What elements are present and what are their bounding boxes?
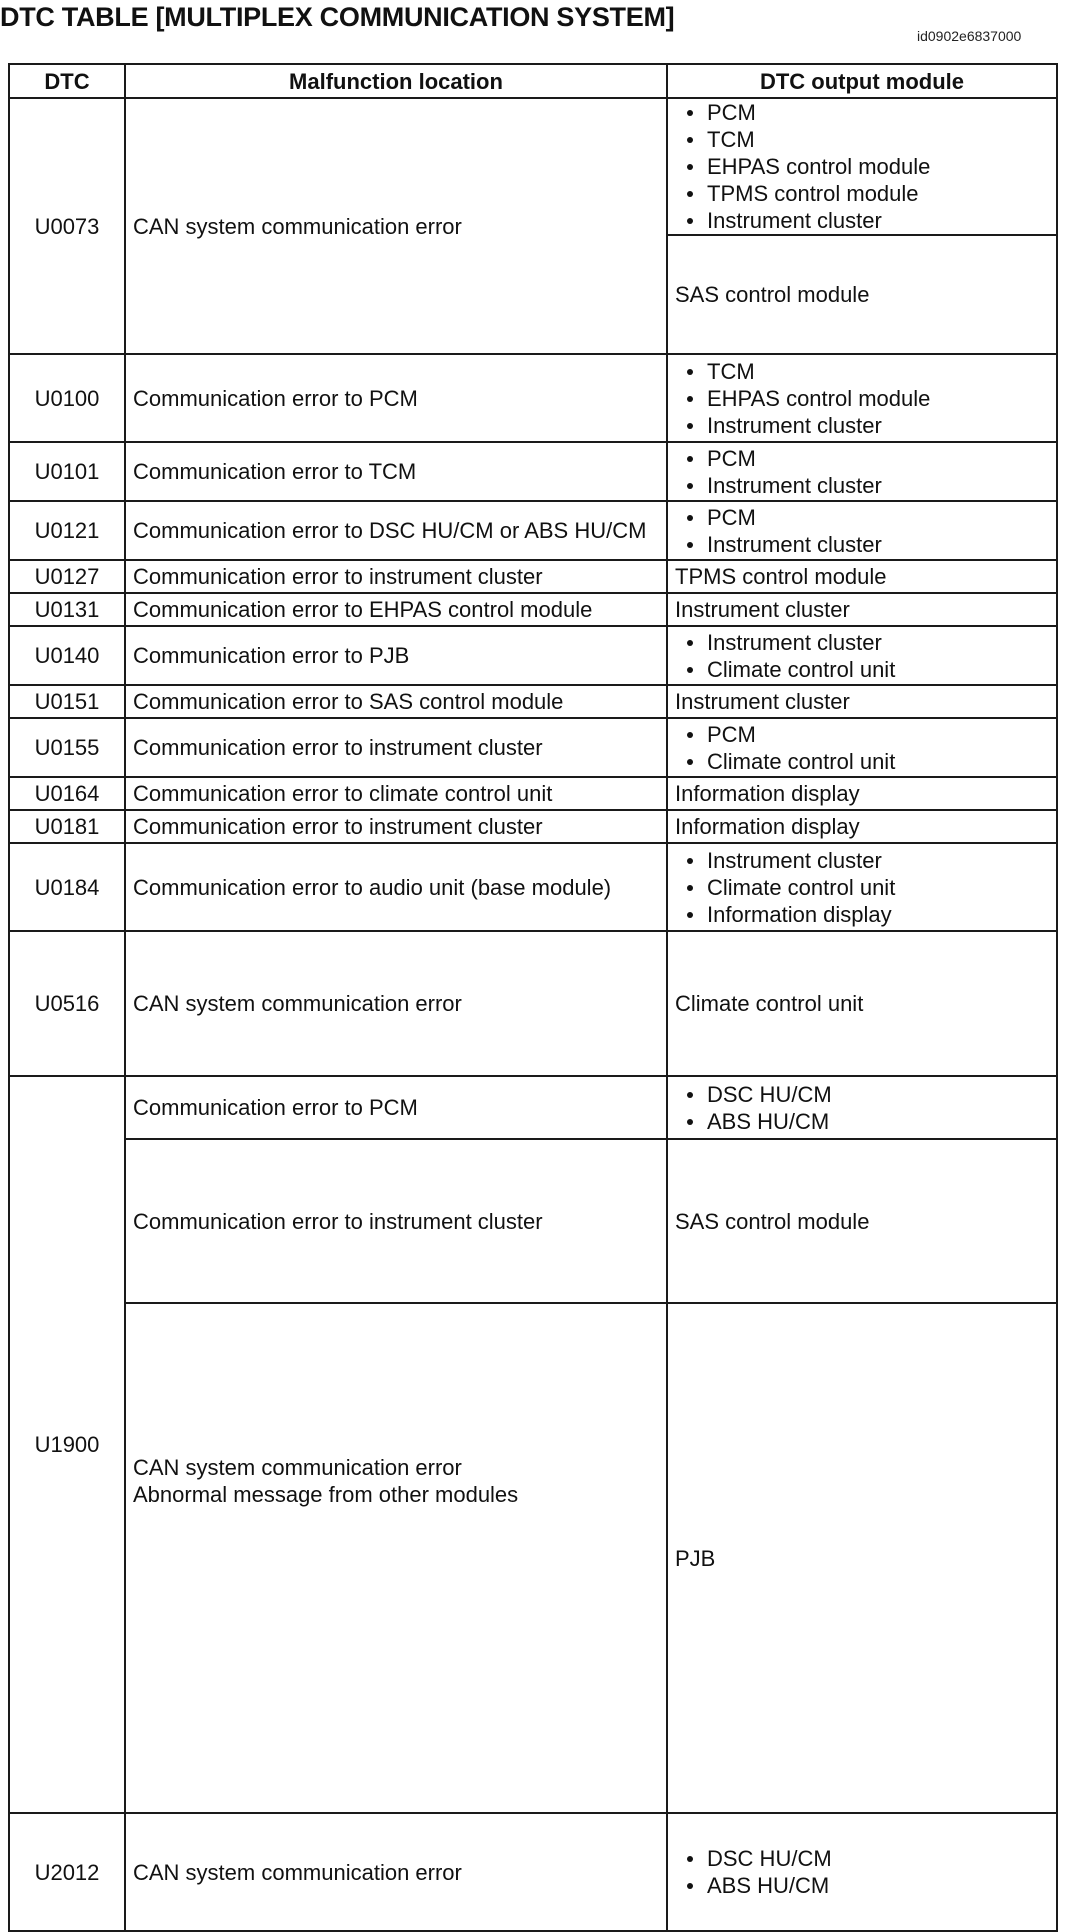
malfunction-location: Communication error to climate control unit bbox=[125, 777, 667, 810]
list-item: TPMS control module bbox=[675, 180, 1049, 207]
list-item: Instrument cluster bbox=[675, 472, 1049, 499]
list-item: TCM bbox=[675, 126, 1049, 153]
output-module: Instrument cluster bbox=[667, 685, 1057, 718]
table-row bbox=[9, 1813, 1057, 1931]
dtc-code: U0516 bbox=[9, 931, 125, 1076]
list-item: ABS HU/CM bbox=[675, 1108, 1049, 1135]
output-module: SAS control module bbox=[667, 1139, 1057, 1303]
malfunction-location: Communication error to PCM bbox=[125, 1076, 667, 1139]
list-item: ABS HU/CM bbox=[675, 1872, 1049, 1899]
dtc-code: U0155 bbox=[9, 718, 125, 777]
output-module: Climate control unit bbox=[667, 931, 1057, 1076]
malfunction-location: Communication error to SAS control module bbox=[125, 685, 667, 718]
table-row bbox=[9, 1139, 1057, 1303]
dtc-code: U0131 bbox=[9, 593, 125, 626]
output-module-list bbox=[667, 718, 1057, 777]
dtc-code: U0184 bbox=[9, 843, 125, 931]
output-module: Instrument cluster bbox=[667, 593, 1057, 626]
list-item: TCM bbox=[675, 358, 1049, 385]
output-module-list bbox=[667, 843, 1057, 931]
list-item: Instrument cluster bbox=[675, 412, 1049, 439]
table-row bbox=[9, 560, 1057, 593]
header-dtc-output-module: DTC output module bbox=[667, 64, 1057, 98]
list-item: DSC HU/CM bbox=[675, 1081, 1049, 1108]
list-item: EHPAS control module bbox=[675, 385, 1049, 412]
dtc-code: U2012 bbox=[9, 1813, 125, 1931]
table-row bbox=[9, 718, 1057, 777]
header-dtc: DTC bbox=[9, 64, 125, 98]
table-row bbox=[9, 931, 1057, 1076]
list-item: Instrument cluster bbox=[675, 629, 1049, 656]
dtc-code: U0121 bbox=[9, 501, 125, 560]
table-row bbox=[9, 626, 1057, 685]
list-item: Instrument cluster bbox=[675, 207, 1049, 234]
output-module-list bbox=[667, 354, 1057, 442]
list-item: Climate control unit bbox=[675, 748, 1049, 775]
output-module: SAS control module bbox=[667, 235, 1057, 354]
output-module-list bbox=[667, 1813, 1057, 1931]
location-line: Abnormal message from other modules bbox=[133, 1482, 519, 1507]
dtc-code: U0073 bbox=[9, 98, 125, 354]
table-row bbox=[9, 98, 1057, 235]
dtc-code: U1900 bbox=[9, 1076, 125, 1813]
table-row bbox=[9, 777, 1057, 810]
page-title: DTC TABLE [MULTIPLEX COMMUNICATION SYSTEM] bbox=[0, 2, 675, 32]
malfunction-location: Communication error to instrument cluster bbox=[125, 560, 667, 593]
list-item: Climate control unit bbox=[675, 874, 1049, 901]
output-module-list bbox=[667, 501, 1057, 560]
output-module: TPMS control module bbox=[667, 560, 1057, 593]
list-item: Instrument cluster bbox=[675, 531, 1049, 558]
malfunction-location bbox=[125, 1303, 667, 1813]
dtc-code: U0164 bbox=[9, 777, 125, 810]
malfunction-location: CAN system communication error bbox=[125, 931, 667, 1076]
malfunction-location: Communication error to DSC HU/CM or ABS HU/CM bbox=[125, 501, 667, 560]
malfunction-location: Communication error to TCM bbox=[125, 442, 667, 501]
list-item: EHPAS control module bbox=[675, 153, 1049, 180]
dtc-code: U0100 bbox=[9, 354, 125, 442]
malfunction-location: Communication error to audio unit (base module) bbox=[125, 843, 667, 931]
table-row bbox=[9, 685, 1057, 718]
dtc-code: U0127 bbox=[9, 560, 125, 593]
list-item: PCM bbox=[675, 99, 1049, 126]
malfunction-location: CAN system communication error bbox=[125, 1813, 667, 1931]
list-item: PCM bbox=[675, 445, 1049, 472]
table-row bbox=[9, 1076, 1057, 1139]
malfunction-location: Communication error to instrument cluster bbox=[125, 1139, 667, 1303]
table-row bbox=[9, 354, 1057, 442]
location-line: CAN system communication error bbox=[133, 1455, 462, 1480]
dtc-code: U0181 bbox=[9, 810, 125, 843]
malfunction-location: CAN system communication error bbox=[125, 98, 667, 354]
table-row bbox=[9, 1303, 1057, 1813]
list-item: DSC HU/CM bbox=[675, 1845, 1049, 1872]
dtc-code: U0101 bbox=[9, 442, 125, 501]
dtc-table bbox=[8, 63, 1058, 1932]
malfunction-location: Communication error to instrument cluster bbox=[125, 718, 667, 777]
list-item: PCM bbox=[675, 721, 1049, 748]
table-row bbox=[9, 810, 1057, 843]
table-row bbox=[9, 593, 1057, 626]
dtc-code: U0151 bbox=[9, 685, 125, 718]
malfunction-location: Communication error to instrument cluster bbox=[125, 810, 667, 843]
list-item: Climate control unit bbox=[675, 656, 1049, 683]
dtc-code: U0140 bbox=[9, 626, 125, 685]
malfunction-location: Communication error to PCM bbox=[125, 354, 667, 442]
table-row bbox=[9, 442, 1057, 501]
table-row bbox=[9, 843, 1057, 931]
list-item: Instrument cluster bbox=[675, 847, 1049, 874]
table-row bbox=[9, 501, 1057, 560]
malfunction-location: Communication error to PJB bbox=[125, 626, 667, 685]
output-module: Information display bbox=[667, 777, 1057, 810]
output-module-list bbox=[667, 1076, 1057, 1139]
list-item: Information display bbox=[675, 901, 1049, 928]
output-module-list bbox=[667, 98, 1057, 235]
output-module: Information display bbox=[667, 810, 1057, 843]
list-item: PCM bbox=[675, 504, 1049, 531]
header-malfunction-location: Malfunction location bbox=[125, 64, 667, 98]
table-header-row bbox=[9, 64, 1057, 98]
output-module: PJB bbox=[667, 1303, 1057, 1813]
malfunction-location: Communication error to EHPAS control module bbox=[125, 593, 667, 626]
document-id: id0902e6837000 bbox=[917, 28, 1022, 44]
output-module-list bbox=[667, 626, 1057, 685]
output-module-list bbox=[667, 442, 1057, 501]
